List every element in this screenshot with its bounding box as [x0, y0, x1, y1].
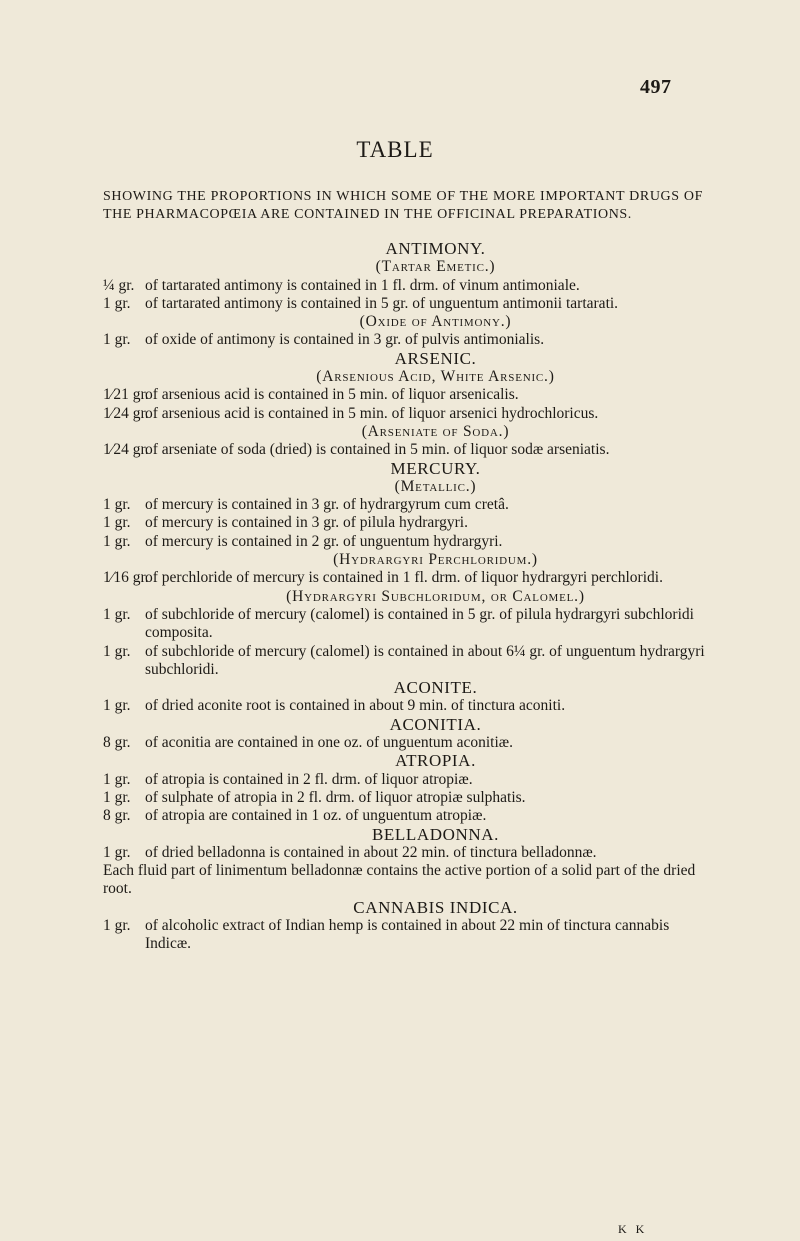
proportion-entry — [103, 844, 708, 862]
entry-quantity: 1 gr. — [103, 642, 131, 660]
entry-text: of arsenious acid is contained in 5 min. of liquor arsenici hydrochloricus. — [145, 404, 599, 422]
proportion-entry — [103, 405, 708, 423]
entry-text: of perchloride of mercury is contained in 1 fl. drm. of liquor hydrargyri perchloridi. — [145, 569, 663, 587]
proportion-entry — [103, 295, 708, 313]
entry-quantity: 1 gr. — [103, 532, 131, 550]
entry-quantity: 1 gr. — [103, 496, 131, 514]
entry-quantity: 1 gr. — [103, 843, 131, 861]
section-heading: ARSENIC. — [394, 348, 477, 368]
proportion-entry — [103, 441, 708, 459]
proportion-entry — [103, 917, 708, 954]
drug-section — [103, 240, 708, 350]
entry-quantity: 1⁄21 gr. — [103, 386, 149, 404]
subsection-heading: (Hydrargyri Subchloridum, or Calomel.) — [286, 587, 585, 605]
entry-text: of mercury is contained in 2 gr. of unguentum hydrargyri. — [145, 532, 503, 550]
section-heading: ACONITIA. — [389, 714, 482, 734]
proportion-entry — [103, 789, 708, 807]
entry-quantity: 1 gr. — [103, 294, 131, 312]
drug-section — [103, 679, 708, 716]
entry-text: of subchloride of mercury (calomel) is contained in about 6¼ gr. of unguentum hydrargyri subchloridi. — [145, 642, 705, 678]
entry-text: of tartarated antimony is contained in 1 fl. drm. of vinum antimoniale. — [145, 276, 580, 294]
page-title: TABLE — [356, 137, 434, 162]
entry-quantity: 1 gr. — [103, 788, 131, 806]
entry-text: of atropia are contained in 1 oz. of unguentum atropiæ. — [145, 807, 487, 825]
entry-text: of dried belladonna is contained in about 22 min. of tinctura belladonnæ. — [145, 843, 597, 861]
table-content — [103, 240, 708, 954]
entry-text: of sulphate of atropia in 2 fl. drm. of liquor atropiæ sulphatis. — [145, 788, 526, 806]
drug-section — [103, 752, 708, 825]
subsection-heading: (Arsenious Acid, White Arsenic.) — [316, 368, 555, 386]
entry-quantity: 1⁄16 gr. — [103, 569, 149, 587]
subsection-heading: (Arseniate of Soda.) — [361, 422, 510, 440]
proportion-entry — [103, 771, 708, 789]
entry-text: of mercury is contained in 3 gr. of hydrargyrum cum cretâ. — [145, 496, 509, 514]
entry-quantity: 1 gr. — [103, 916, 131, 934]
section-heading: BELLADONNA. — [371, 824, 499, 844]
subsection-heading: (Metallic.) — [394, 477, 477, 495]
entry-quantity: 1 gr. — [103, 514, 131, 532]
entry-quantity: 1 gr. — [103, 331, 131, 349]
subsection-heading: (Tartar Emetic.) — [375, 258, 496, 276]
proportion-entry — [103, 496, 708, 514]
entry-text: of tartarated antimony is contained in 5 gr. of unguentum antimonii tartarati. — [145, 294, 619, 312]
entry-text: of oxide of antimony is contained in 3 gr. of pulvis antimonialis. — [145, 331, 545, 349]
drug-section — [103, 899, 708, 954]
section-heading: CANNABIS INDICA. — [353, 897, 518, 917]
section-heading: MERCURY. — [390, 458, 481, 478]
subsection-heading: (Oxide of Antimony.) — [359, 313, 512, 331]
subsection-heading: (Hydrargyri Perchloridum.) — [333, 551, 538, 569]
entry-text: of atropia is contained in 2 fl. drm. of liquor atropiæ. — [145, 770, 473, 788]
note-paragraph: Each fluid part of linimentum belladonnæ contains the active portion of a solid part of the dried root. — [103, 862, 696, 898]
drug-section — [103, 716, 708, 753]
entry-quantity: 1⁄24 gr. — [103, 441, 149, 459]
page-subtitle: SHOWING THE PROPORTIONS IN WHICH SOME OF THE MORE IMPORTANT DRUGS OF THE PHARMACOPŒIA ARE CONTAINED IN THE OFFICINAL PREPARATIONS. — [103, 189, 703, 222]
proportion-entry — [103, 533, 708, 551]
proportion-entry — [103, 277, 708, 295]
proportion-entry — [103, 606, 708, 643]
drug-section — [103, 826, 708, 899]
entry-quantity: 8 gr. — [103, 807, 131, 825]
entry-text: of arseniate of soda (dried) is contained in 5 min. of liquor sodæ arseniatis. — [145, 441, 610, 459]
proportion-entry — [103, 514, 708, 532]
signature-mark: K K — [618, 1222, 648, 1236]
proportion-entry — [103, 569, 708, 587]
drug-section — [103, 460, 708, 680]
section-heading: ACONITE. — [393, 678, 478, 698]
proportion-entry — [103, 807, 708, 825]
page-number: 497 — [640, 76, 672, 98]
section-heading: ANTIMONY. — [385, 239, 486, 258]
drug-section — [103, 350, 708, 460]
entry-text: of dried aconite root is contained in about 9 min. of tinctura aconiti. — [145, 697, 566, 715]
entry-quantity: 1 gr. — [103, 605, 131, 623]
entry-text: of arsenious acid is contained in 5 min. of liquor arsenicalis. — [145, 386, 519, 404]
entry-quantity: 8 gr. — [103, 734, 131, 752]
entry-quantity: ¼ gr. — [103, 276, 135, 294]
entry-quantity: 1⁄24 gr. — [103, 404, 149, 422]
section-heading: ATROPIA. — [395, 751, 476, 771]
proportion-entry — [103, 331, 708, 349]
proportion-entry — [103, 734, 708, 752]
entry-text: of aconitia are contained in one oz. of unguentum aconitiæ. — [145, 734, 514, 752]
entry-text: of subchloride of mercury (calomel) is contained in 5 gr. of pilula hydrargyri subchloridi composita. — [145, 605, 694, 642]
proportion-entry — [103, 643, 708, 680]
entry-quantity: 1 gr. — [103, 770, 131, 788]
proportion-entry — [103, 697, 708, 715]
entry-text: of alcoholic extract of Indian hemp is contained in about 22 min of tinctura cannabis Indicæ. — [145, 916, 670, 953]
entry-text: of mercury is contained in 3 gr. of pilula hydrargyri. — [145, 514, 468, 532]
entry-quantity: 1 gr. — [103, 697, 131, 715]
proportion-entry — [103, 386, 708, 404]
